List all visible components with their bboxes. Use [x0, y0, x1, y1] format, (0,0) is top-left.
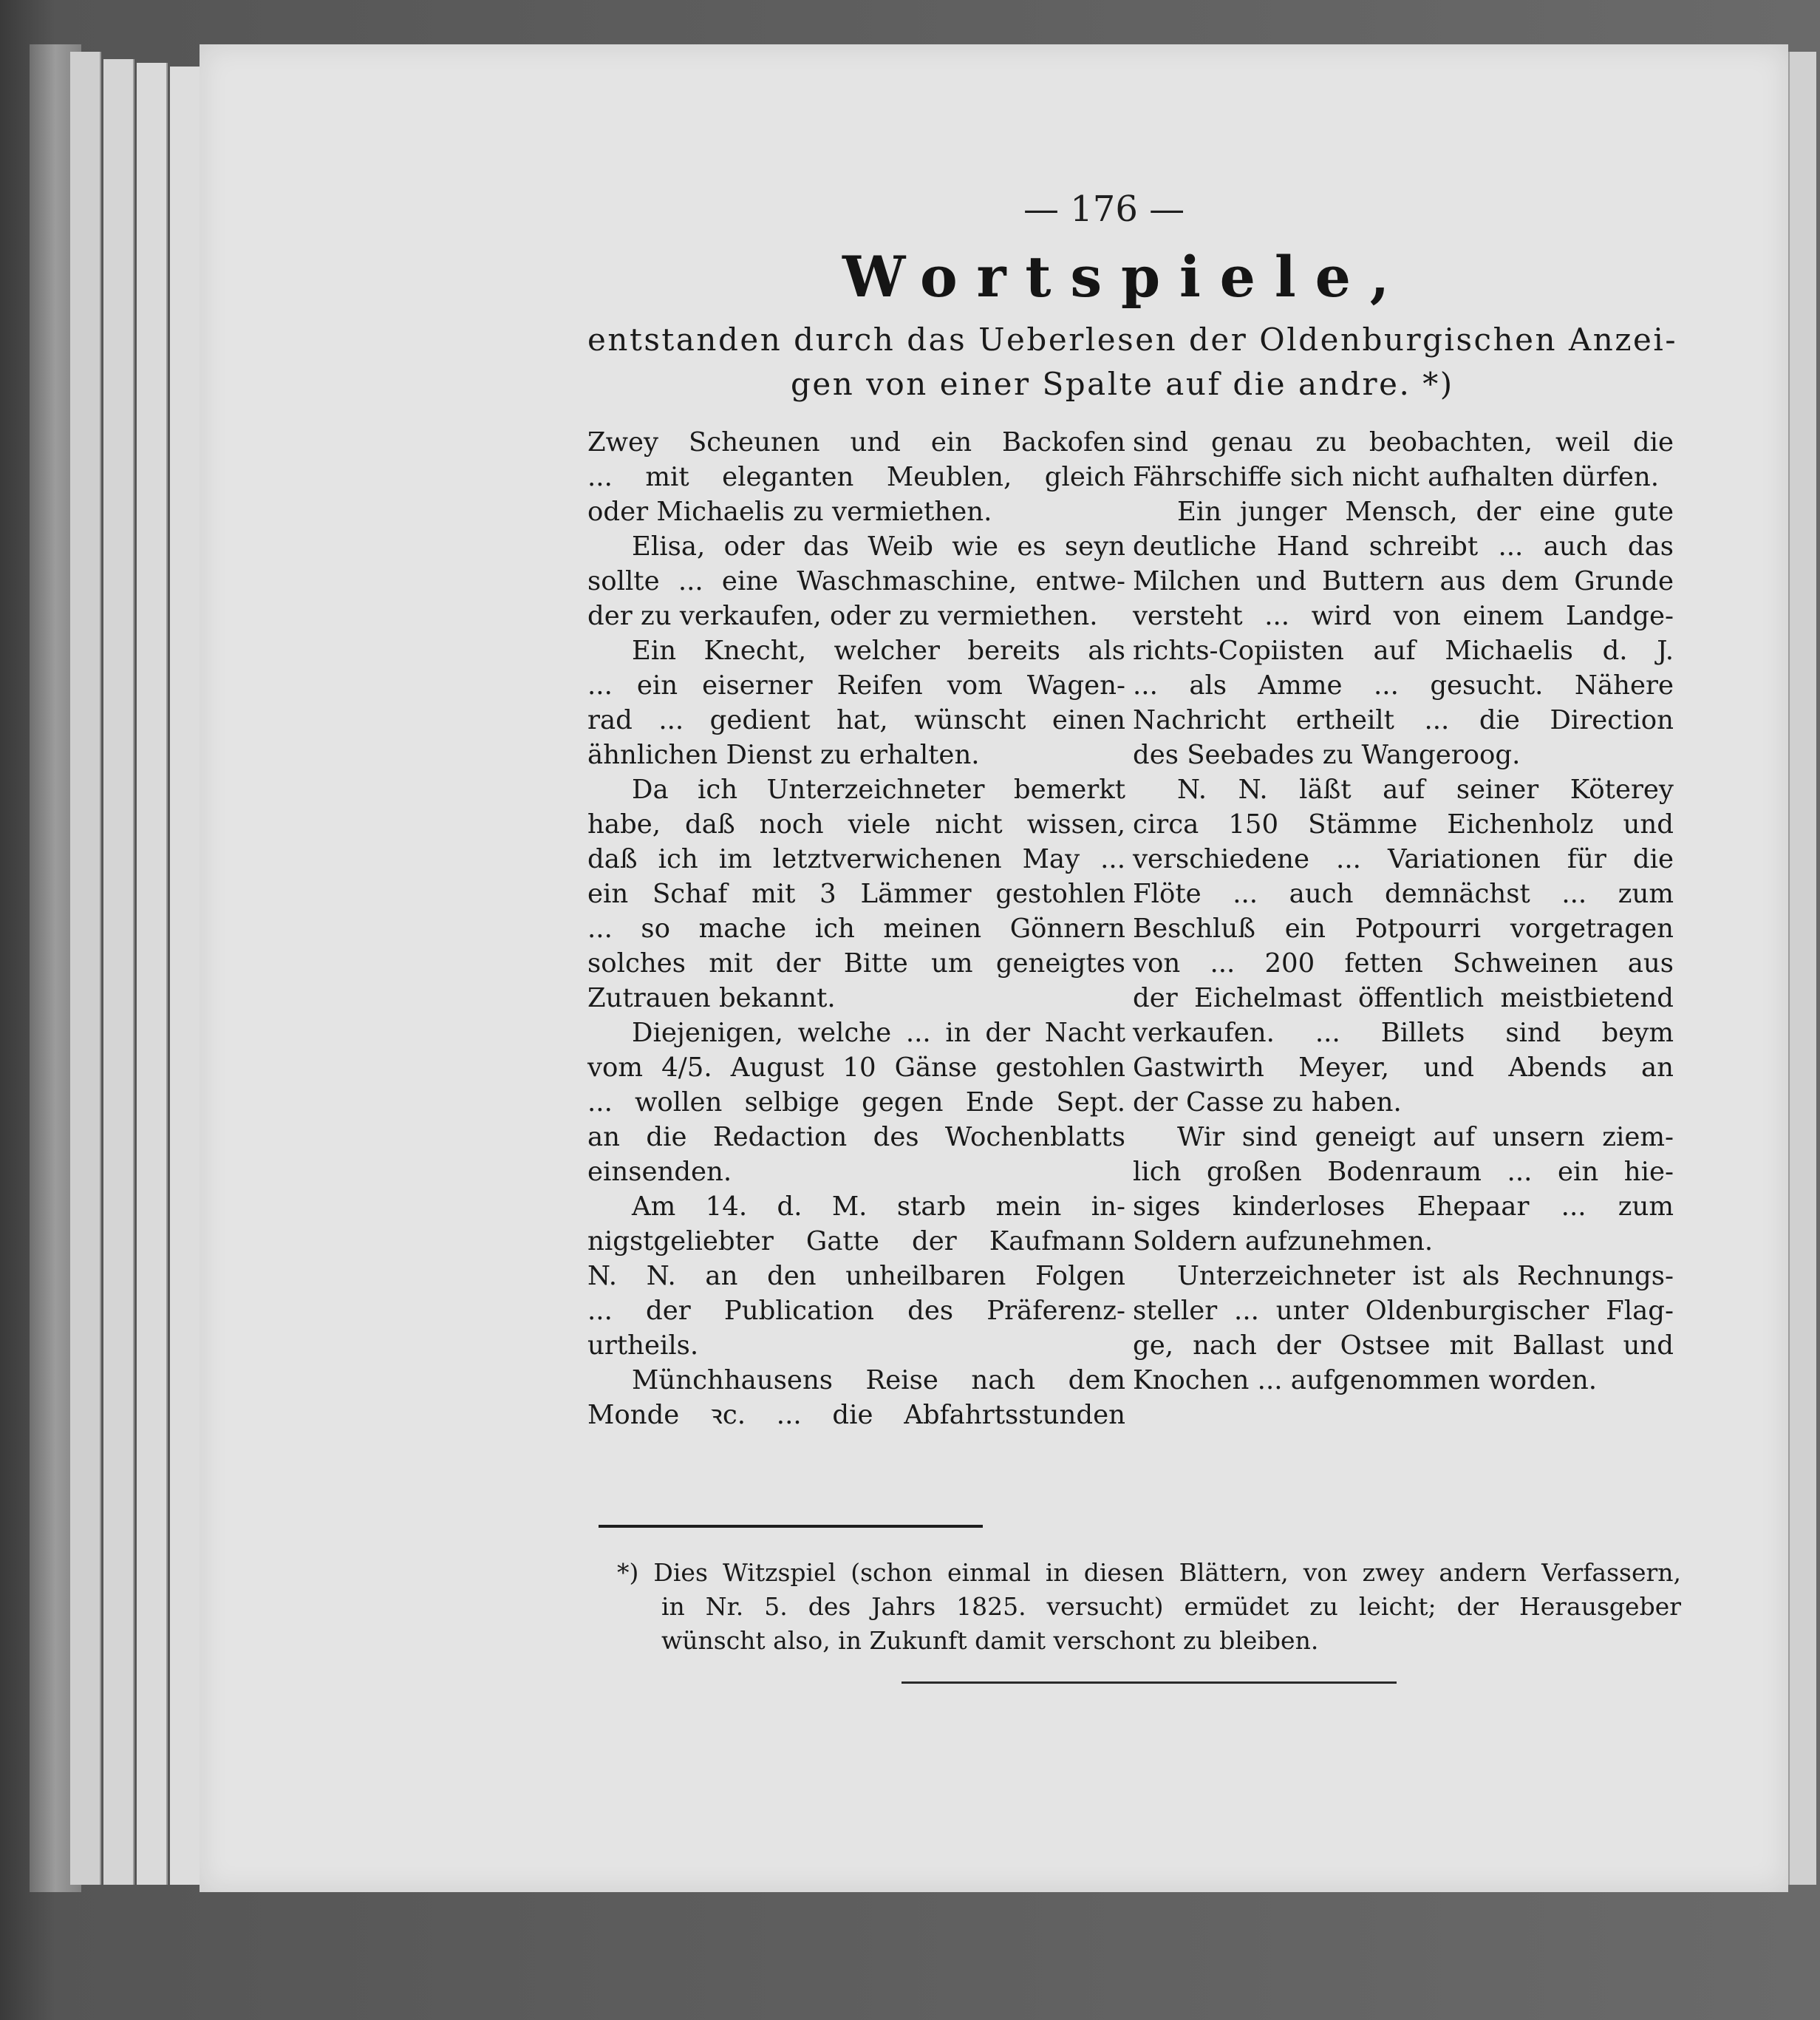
text-line: ein Schaf mit 3 Lämmer gestohlen [587, 879, 1125, 909]
footnote [617, 1556, 1681, 1658]
page-edge [103, 59, 134, 1885]
text-line: Soldern aufzunehmen. [1133, 1226, 1434, 1256]
text-line: Unterzeichneter ist als Rechnungs- [1177, 1261, 1674, 1291]
text-line: Fährschiffe sich nicht aufhalten dürfen. [1133, 462, 1659, 492]
text-line: einsenden. [587, 1157, 732, 1187]
text-line: Knochen ... aufgenommen worden. [1133, 1365, 1598, 1395]
text-line: ge, nach der Ostsee mit Ballast und [1133, 1330, 1674, 1361]
text-line: versteht ... wird von einem Landge- [1133, 601, 1674, 631]
text-line: ... der Publication des Präferenz- [587, 1296, 1125, 1326]
text-line: Flöte ... auch demnächst ... zum [1133, 879, 1674, 909]
footnote-separator [599, 1525, 983, 1528]
text-line: verschiedene ... Variationen für die [1133, 844, 1674, 874]
text-line: der zu verkaufen, oder zu vermiethen. [587, 601, 1098, 631]
text-line: N. N. läßt auf seiner Köterey [1177, 775, 1674, 805]
text-line: Ein Knecht, welcher bereits als [632, 636, 1125, 666]
page-title: Wortspiele, [842, 244, 1409, 310]
text-line: habe, daß noch viele nicht wissen, [587, 809, 1125, 840]
text-line: Diejenigen, welche ... in der Nacht [632, 1018, 1125, 1048]
left-column [587, 425, 1125, 1432]
page-edge [137, 63, 168, 1885]
end-rule [902, 1681, 1397, 1684]
footnote-line: wünscht also, in Zukunft damit verschont zu bleiben. [661, 1626, 1319, 1655]
text-line: solches mit der Bitte um geneigtes [587, 948, 1125, 979]
page-number: — 176 — [1023, 188, 1185, 230]
text-line: Elisa, oder das Weib wie es seyn [632, 531, 1125, 562]
text-line: ... wollen selbige gegen Ende Sept. [587, 1087, 1125, 1118]
text-line: des Seebades zu Wangeroog. [1133, 740, 1521, 770]
text-line: ... so mache ich meinen Gönnern [587, 914, 1125, 944]
footnote-line: *) Dies Witzspiel (schon einmal in diesen Blättern, von zwey andern Verfassern, [617, 1558, 1681, 1587]
text-line: Zwey Scheunen und ein Backofen [587, 427, 1125, 458]
page-edge [170, 67, 201, 1885]
text-line: sollte ... eine Waschmaschine, entwe- [587, 566, 1125, 596]
text-line: Da ich Unterzeichneter bemerkt [632, 775, 1125, 805]
text-line: rad ... gedient hat, wünscht einen [587, 705, 1125, 735]
footnote-line: in Nr. 5. des Jahrs 1825. versucht) ermüdet zu leicht; der Herausgeber [661, 1592, 1681, 1621]
text-line: Monde ꝛc. ... die Abfahrtsstunden [587, 1400, 1125, 1430]
right-column [1133, 425, 1674, 1398]
text-line: Ein junger Mensch, der eine gute [1177, 497, 1674, 527]
text-line: Münchhausens Reise nach dem [632, 1365, 1125, 1395]
text-line: der Eichelmast öffentlich meistbietend [1133, 983, 1674, 1013]
text-line: Zutrauen bekannt. [587, 983, 836, 1013]
text-line: siges kinderloses Ehepaar ... zum [1133, 1191, 1674, 1222]
text-line: von ... 200 fetten Schweinen aus [1133, 948, 1674, 979]
text-line: an die Redaction des Wochenblatts [587, 1122, 1125, 1152]
text-line: steller ... unter Oldenburgischer Flag- [1133, 1296, 1674, 1326]
text-line: Wir sind geneigt auf unsern ziem- [1177, 1122, 1674, 1152]
text-line: Gastwirth Meyer, und Abends an [1133, 1052, 1674, 1083]
text-line: ... als Amme ... gesucht. Nähere [1133, 670, 1674, 701]
text-line: Milchen und Buttern aus dem Grunde [1133, 566, 1674, 596]
text-line: ähnlichen Dienst zu erhalten. [587, 740, 980, 770]
text-line: Nachricht ertheilt ... die Direction [1133, 705, 1674, 735]
text-line: urtheils. [587, 1330, 699, 1361]
text-line: sind genau zu beobachten, weil die [1133, 427, 1674, 458]
page-edge [70, 52, 101, 1885]
text-line: daß ich im letztverwichenen May ... [587, 844, 1125, 874]
text-line: verkaufen. ... Billets sind beym [1133, 1018, 1674, 1048]
text-line: N. N. an den unheilbaren Folgen [587, 1261, 1125, 1291]
text-line: richts-Copiisten auf Michaelis d. J. [1133, 636, 1674, 666]
text-line: ... mit eleganten Meublen, gleich [587, 462, 1125, 492]
text-line: vom 4/5. August 10 Gänse gestohlen [587, 1052, 1125, 1083]
text-line: lich großen Bodenraum ... ein hie- [1133, 1157, 1674, 1187]
text-line: der Casse zu haben. [1133, 1087, 1402, 1118]
text-line: deutliche Hand schreibt ... auch das [1133, 531, 1674, 562]
subtitle-line: entstanden durch das Ueberlesen der Oldenburgischen Anzei- [587, 322, 1678, 358]
text-line: oder Michaelis zu vermiethen. [587, 497, 992, 527]
text-line: Beschluß ein Potpourri vorgetragen [1133, 914, 1674, 944]
text-line: nigstgeliebter Gatte der Kaufmann [587, 1226, 1125, 1256]
page-edge-right [1788, 52, 1816, 1885]
text-line: ... ein eiserner Reifen vom Wagen- [587, 670, 1125, 701]
text-line: Am 14. d. M. starb mein in- [632, 1191, 1125, 1222]
subtitle-line: gen von einer Spalte auf die andre. *) [791, 366, 1454, 402]
text-line: circa 150 Stämme Eichenholz und [1133, 809, 1674, 840]
